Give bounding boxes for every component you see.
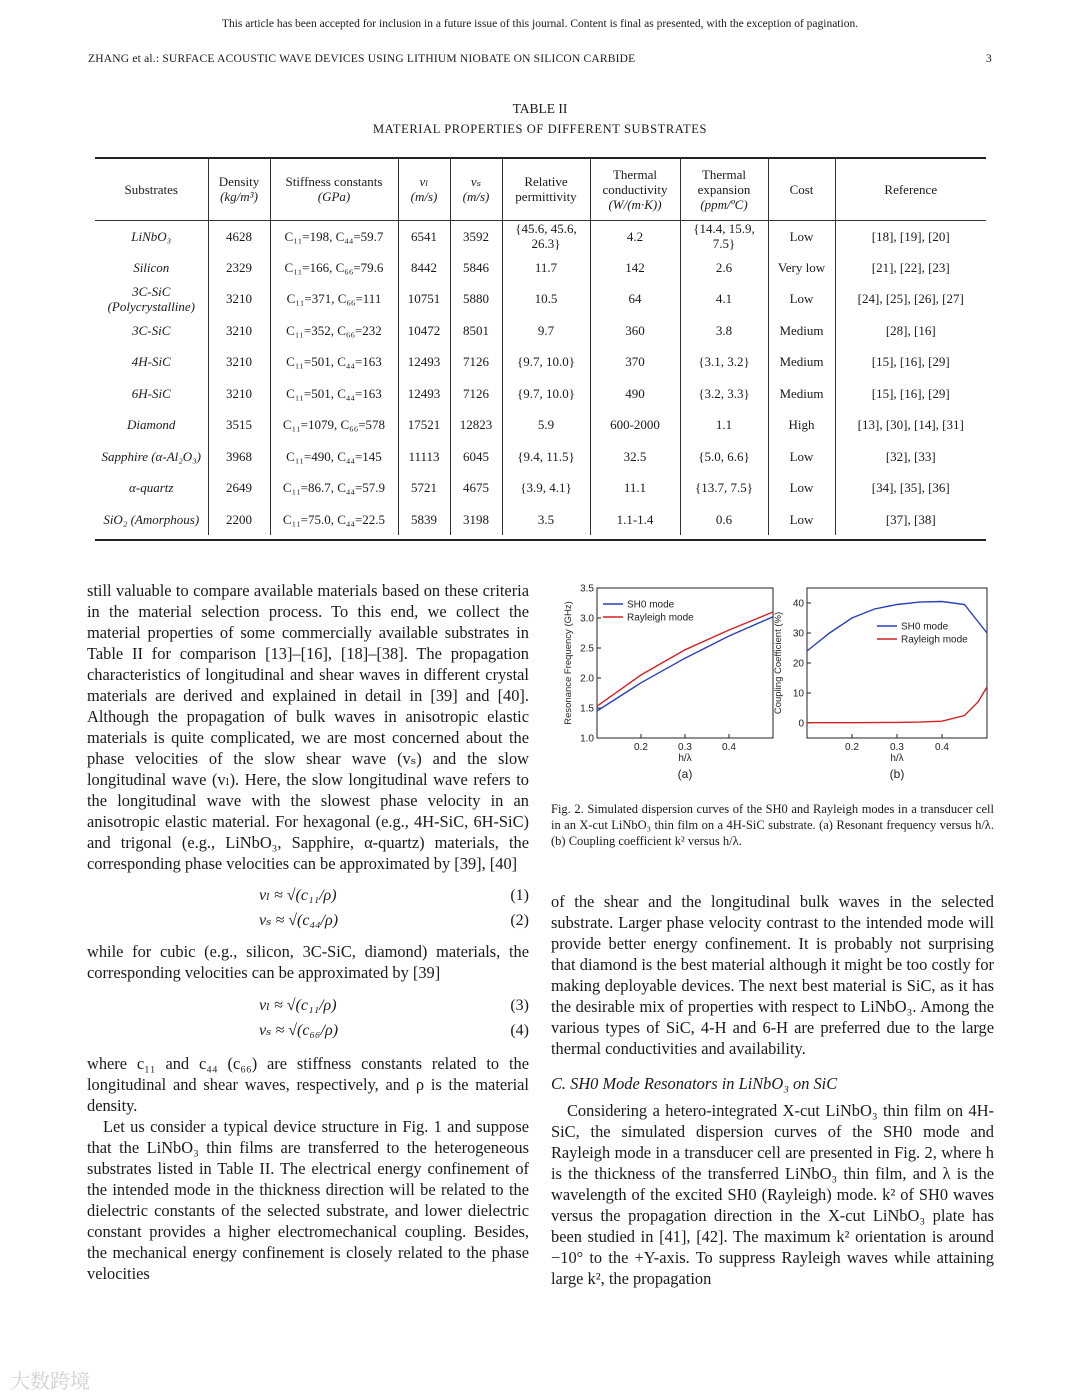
table-cell: 12493 [398, 346, 450, 378]
equation-1: vₗ ≈ √(c₁₁/ρ) (1) [259, 887, 529, 904]
table-cell: [24], [25], [26], [27] [835, 283, 986, 315]
table-cell: C₁₁=198, C₄₄=59.7 [270, 220, 398, 252]
table-cell: {3.2, 3.3} [680, 378, 768, 410]
substrate-name-cell: LiNbO₃ [131, 228, 172, 244]
header-cell: Stiffness constants (GPa) [270, 159, 398, 220]
page-number: 3 [986, 53, 992, 65]
table-cell: 10.5 [502, 283, 590, 315]
y-tick-label: 30 [792, 628, 804, 640]
substrate-name-cell: 3C-SiC (Polycrystalline) [107, 283, 195, 314]
table-cell: 5721 [398, 472, 450, 504]
table-cell: 5880 [450, 283, 502, 315]
dispersion-charts [551, 582, 994, 792]
header-cell: Density (kg/m³) [208, 159, 270, 220]
material-properties-table [95, 157, 986, 541]
table-cell: 5846 [450, 252, 502, 284]
table-cell: Very low [768, 252, 835, 284]
table-cell: {9.7, 10.0} [502, 346, 590, 378]
y-tick-label: 1.0 [580, 733, 594, 745]
substrate-name-cell: Diamond [127, 417, 176, 433]
table-cell: {3.9, 4.1} [502, 472, 590, 504]
table-cell: 2200 [208, 504, 270, 536]
y-tick-label: 20 [792, 658, 804, 670]
table-cell: 600-2000 [590, 409, 680, 441]
table-cell: 490 [590, 378, 680, 410]
table-row [95, 346, 986, 378]
table-cell: [34], [35], [36] [835, 472, 986, 504]
table-cell: Medium [768, 378, 835, 410]
table-cell: 3210 [208, 315, 270, 347]
table-cell: 4.1 [680, 283, 768, 315]
table-cell: [13], [30], [14], [31] [835, 409, 986, 441]
table-cell: 142 [590, 252, 680, 284]
series-line-rayleigh [807, 687, 987, 723]
table-cell: 11.1 [590, 472, 680, 504]
legend-label: Rayleigh mode [901, 634, 968, 646]
right-column [551, 891, 994, 1289]
left-column [87, 580, 529, 1284]
x-tick-label: 0.4 [935, 742, 949, 753]
table-cell: [28], [16] [835, 315, 986, 347]
x-tick-label: 0.4 [722, 742, 736, 753]
table-row [95, 220, 986, 252]
table-cell: 3515 [208, 409, 270, 441]
table-cell: {45.6, 45.6, 26.3} [502, 220, 590, 252]
table-cell: 4628 [208, 220, 270, 252]
series-line-rayleigh [597, 612, 773, 706]
y-tick-label: 40 [792, 598, 804, 610]
x-tick-label: 0.2 [634, 742, 648, 753]
table-cell: 4.2 [590, 220, 680, 252]
table-row [95, 315, 986, 347]
table-row [95, 378, 986, 410]
table-cell: Low [768, 283, 835, 315]
y-tick-label: 3.0 [580, 613, 594, 625]
x-tick-label: 0.3 [678, 742, 692, 753]
y-tick-label: 0 [798, 718, 804, 730]
table-cell: Low [768, 441, 835, 473]
table-cell: Low [768, 472, 835, 504]
paragraph: Let us consider a typical device structure in Fig. 1 and suppose that the LiNbO₃ thin films are transferred to the heterogeneous substrates listed in Table II. The electrical energy confinement of the intended mode in the thickness direction will be related to the dielectric constants of the selected substrate, and lower dielectric constant provides a higher electromechanical coupling. Besides, the mechanical energy confinement is closely related to the phase velocities [87, 1117, 529, 1283]
substrate-name-cell: SiO₂ (Amorphous) [103, 511, 200, 527]
plot-frame [597, 588, 773, 738]
table-cell: 360 [590, 315, 680, 347]
substrate-name-cell: 3C-SiC [132, 322, 171, 338]
header-cell: Thermal expansion (ppm/ºC) [680, 159, 768, 220]
y-tick-label: 10 [792, 688, 804, 700]
section-title: C. SH0 Mode Resonators in LiNbO₃ on SiC [551, 1074, 838, 1093]
journal-notice: This article has been accepted for inclusion in a future issue of this journal. Content is final as presented, with the exception of pagination. [221, 18, 859, 30]
table-cell: {9.4, 11.5} [502, 441, 590, 473]
table-cell: 4675 [450, 472, 502, 504]
substrate-name-cell: 6H-SiC [131, 385, 171, 401]
table-cell: 32.5 [590, 441, 680, 473]
table-cell: Medium [768, 315, 835, 347]
table-cell: 9.7 [502, 315, 590, 347]
y-tick-label: 1.5 [580, 703, 594, 715]
plot-frame [807, 588, 987, 738]
series-line-sh0 [597, 617, 773, 711]
panel-label: (b) [889, 767, 905, 781]
header-cell: Reference [835, 159, 986, 220]
equation-2: vₛ ≈ √(c₄₄/ρ) (2) [259, 912, 529, 929]
table-cell: [32], [33] [835, 441, 986, 473]
watermark: 大数跨境 [10, 1369, 90, 1393]
running-head: ZHANG et al.: SURFACE ACOUSTIC WAVE DEVICES USING LITHIUM NIOBATE ON SILICON CARBIDE [88, 53, 636, 65]
table-cell: C₁₁=490, C₄₄=145 [270, 441, 398, 473]
y-axis-label: Coupling Coefficient (%) [773, 611, 784, 715]
table-cell: 17521 [398, 409, 450, 441]
table-cell: 3968 [208, 441, 270, 473]
table-cell: C₁₁=1079, C₆₆=578 [270, 409, 398, 441]
table-cell: {5.0, 6.6} [680, 441, 768, 473]
table-cell: Medium [768, 346, 835, 378]
table-cell: 3.8 [680, 315, 768, 347]
table-cell: C₁₁=501, C₄₄=163 [270, 378, 398, 410]
table-cell: 7126 [450, 346, 502, 378]
y-tick-label: 2.0 [580, 673, 594, 685]
table-cell: {14.4, 15.9, 7.5} [680, 220, 768, 252]
y-tick-label: 3.5 [580, 583, 594, 595]
paragraph: of the shear and the longitudinal bulk waves in the selected substrate. Larger phase velocity contrast to the intended mode will provide better energy confinement. It is probably not surprising that diamond is the best material although it might be too costly for making deployable devices. The next best material is SiC, as it has the desirable mix of properties with respect to LiNbO₃. Among the various types of SiC, 4-H and 6-H are preferred due to the large thermal conductivities and availability. [551, 892, 994, 1058]
substrate-name-cell: Silicon [133, 259, 170, 275]
table-cell: {13.7, 7.5} [680, 472, 768, 504]
table-cell: 2649 [208, 472, 270, 504]
header-cell: Substrates [95, 159, 208, 220]
table-cell: 5839 [398, 504, 450, 536]
header-cell: vₛ (m/s) [450, 159, 502, 220]
table-number: TABLE II [512, 101, 568, 116]
table-cell: C₁₁=352, C₆₆=232 [270, 315, 398, 347]
x-tick-label: 0.2 [845, 742, 859, 753]
table-cell: [15], [16], [29] [835, 378, 986, 410]
table-cell: 7126 [450, 378, 502, 410]
equation-4: vₛ ≈ √(c₆₆/ρ) (4) [259, 1022, 529, 1039]
table-row [95, 441, 986, 473]
table-header-row [95, 159, 986, 220]
equation-3: vₗ ≈ √(c₁₁/ρ) (3) [259, 997, 529, 1014]
substrate-name-cell: α-quartz [129, 480, 174, 496]
table-cell: 10472 [398, 315, 450, 347]
table-cell: 1.1 [680, 409, 768, 441]
substrate-name-cell: Sapphire (α-Al₂O₃) [101, 448, 201, 464]
table-cell: 3198 [450, 504, 502, 536]
table-cell: 3210 [208, 283, 270, 315]
table-cell: 11113 [398, 441, 450, 473]
table-cell: {3.1, 3.2} [680, 346, 768, 378]
y-tick-label: 2.5 [580, 643, 594, 655]
legend-label: SH0 mode [901, 621, 949, 633]
x-tick-label: 0.3 [890, 742, 904, 753]
table-cell: 11.7 [502, 252, 590, 284]
table-cell: 6045 [450, 441, 502, 473]
figure-2 [551, 582, 994, 792]
table-cell: 3210 [208, 378, 270, 410]
paragraph: where c₁₁ and c₄₄ (c₆₆) are stiffness constants related to the longitudinal and shear waves, respectively, and ρ is the material density. [87, 1054, 529, 1115]
table-cell: Low [768, 220, 835, 252]
table-cell: C₁₁=75.0, C₄₄=22.5 [270, 504, 398, 536]
table-cell: 64 [590, 283, 680, 315]
table-cell: 3210 [208, 346, 270, 378]
panel-label: (a) [677, 767, 693, 781]
table-cell: 8501 [450, 315, 502, 347]
table-cell: 1.1-1.4 [590, 504, 680, 536]
table-cell: [15], [16], [29] [835, 346, 986, 378]
header-cell: Thermal conductivity (W/(m·K)) [590, 159, 680, 220]
substrate-name-cell: 4H-SiC [131, 354, 171, 370]
table-row [95, 472, 986, 504]
header-cell: Cost [768, 159, 835, 220]
header-cell: vₗ (m/s) [398, 159, 450, 220]
y-axis-label: Resonance Frequency (GHz) [563, 601, 574, 725]
table-cell: [37], [38] [835, 504, 986, 536]
paragraph: while for cubic (e.g., silicon, 3C-SiC, diamond) materials, the corresponding velocities can be approximated by [39] [87, 942, 529, 982]
table-row [95, 252, 986, 284]
paragraph: Considering a hetero-integrated X-cut LiNbO₃ thin film on 4H-SiC, the simulated dispersion curves of the SH0 mode and Rayleigh mode in a transducer cell are presented in Fig. 2, where h is the thickness of the transferred LiNbO₃ thin film, and λ is the wavelength of the excited SH0 (Rayleigh) mode. k² of SH0 waves versus the propagation direction in the X-cut LiNbO₃ plate has been studied in [41], [42]. The maximum k² orientation is around −10° to the +Y-axis. To suppress Rayleigh waves while attaining large k², the propagation [551, 1101, 994, 1288]
figure-caption: Fig. 2. Simulated dispersion curves of the SH0 and Rayleigh modes in a transducer cell in an X-cut LiNbO₃ thin film on a 4H-SiC substrate. (a) Resonant frequency versus h/λ. (b) Coupling coefficient k² versus h/λ. [551, 802, 994, 848]
table-cell: 12493 [398, 378, 450, 410]
table-row [95, 409, 986, 441]
table-cell: 12823 [450, 409, 502, 441]
table-cell: C₁₁=166, C₆₆=79.6 [270, 252, 398, 284]
table-cell: 2329 [208, 252, 270, 284]
table-cell: High [768, 409, 835, 441]
table-cell: {9.7, 10.0} [502, 378, 590, 410]
table-row [95, 504, 986, 536]
table-cell: C₁₁=371, C₆₆=111 [270, 283, 398, 315]
table-cell: 6541 [398, 220, 450, 252]
table-cell: 0.6 [680, 504, 768, 536]
table-cell: [21], [22], [23] [835, 252, 986, 284]
paragraph: still valuable to compare available materials based on these criteria in the material selection process. To this end, we collect the material properties of some commercially available substrates in Table II for comparison [13]–[16], [18]–[38]. The propagation characteristics of longitudinal and shear waves in different crystal materials are derived and explained in detail in [39] and [40]. Although the propagation of bulk waves in anisotropic elastic materials is quite complicated, we are most concerned about the phase velocities of the slow shear wave (vₛ) and the slow longitudinal wave (vₗ). Here, the slow longitudinal wave refers to the longitudinal wave with the slowest phase velocity in an anisotropic elastic material. For hexagonal (e.g., 4H-SiC, 6H-SiC) and trigonal (e.g., LiNbO₃, Sapphire, α-quartz) materials, the corresponding phase velocities can be approximated by [39], [40] [87, 581, 529, 873]
legend-label: Rayleigh mode [627, 612, 694, 624]
table-cell: Low [768, 504, 835, 536]
table-cell: 10751 [398, 283, 450, 315]
table-cell: 3592 [450, 220, 502, 252]
table-cell: C₁₁=86.7, C₄₄=57.9 [270, 472, 398, 504]
table-cell: [18], [19], [20] [835, 220, 986, 252]
x-axis-label: h/λ [678, 753, 692, 764]
table-cell: 5.9 [502, 409, 590, 441]
legend-label: SH0 mode [627, 599, 675, 611]
table-cell: 8442 [398, 252, 450, 284]
table-row [95, 283, 986, 315]
table-cell: 3.5 [502, 504, 590, 536]
header-cell: Relative permittivity [502, 159, 590, 220]
table-title: MATERIAL PROPERTIES OF DIFFERENT SUBSTRATES [372, 122, 708, 136]
x-axis-label: h/λ [890, 753, 904, 764]
table-cell: 2.6 [680, 252, 768, 284]
table-cell: 370 [590, 346, 680, 378]
table-cell: C₁₁=501, C₄₄=163 [270, 346, 398, 378]
